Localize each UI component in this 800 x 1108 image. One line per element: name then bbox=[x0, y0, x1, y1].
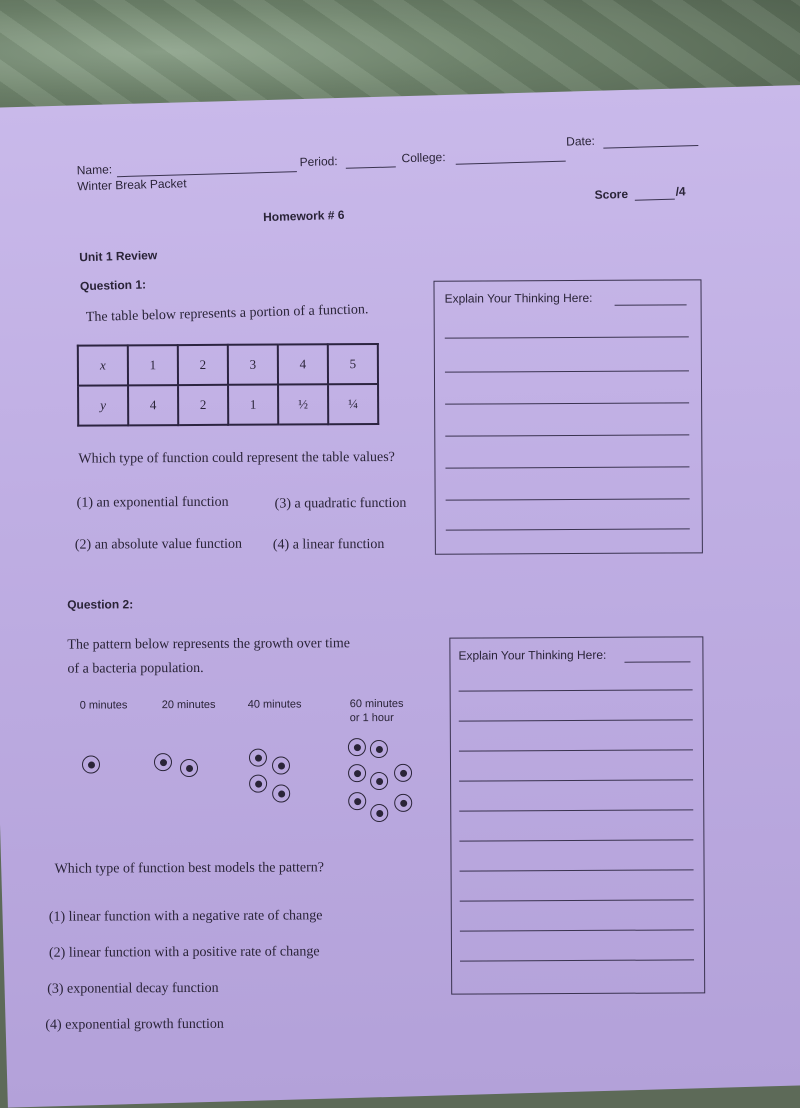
time-label-1hour: or 1 hour bbox=[349, 711, 394, 725]
score-label: Score bbox=[594, 186, 629, 202]
unit-title: Unit 1 Review bbox=[79, 248, 158, 265]
answer-line bbox=[445, 336, 689, 338]
time-label-60: 60 minutes bbox=[349, 697, 404, 711]
bacteria-cell-icon bbox=[394, 794, 412, 812]
time-label-20: 20 minutes bbox=[161, 698, 216, 712]
table-header-x: x bbox=[78, 345, 128, 385]
answer-line bbox=[460, 959, 694, 961]
table-row bbox=[78, 344, 378, 386]
bacteria-cell-icon bbox=[249, 775, 267, 793]
bacteria-cell-icon bbox=[348, 792, 366, 810]
bacteria-cell-icon bbox=[394, 764, 412, 782]
table-cell: 1 bbox=[228, 385, 278, 425]
answer-line bbox=[624, 661, 690, 662]
answer-line bbox=[459, 719, 693, 721]
q1-intro: The table below represents a portion of a function. bbox=[85, 302, 369, 326]
q1-option-4: (4) a linear function bbox=[272, 536, 385, 553]
q1-question: Which type of function could represent the table values? bbox=[78, 449, 395, 467]
bacteria-cell-icon bbox=[348, 764, 366, 782]
q2-title: Question 2: bbox=[67, 597, 134, 612]
homework-title: Homework # 6 bbox=[262, 207, 345, 225]
q1-explain-box[interactable] bbox=[433, 279, 702, 554]
answer-line bbox=[459, 809, 693, 811]
table-cell: 5 bbox=[328, 344, 378, 384]
q1-title: Question 1: bbox=[79, 277, 147, 294]
bacteria-cell-icon bbox=[370, 740, 388, 758]
answer-line bbox=[460, 899, 694, 901]
bacteria-cell-icon bbox=[154, 753, 172, 771]
period-label: Period: bbox=[299, 154, 338, 170]
q1-function-table bbox=[77, 343, 379, 427]
answer-line bbox=[445, 466, 689, 468]
time-label-40: 40 minutes bbox=[247, 698, 302, 711]
score-total: /4 bbox=[675, 184, 686, 199]
bacteria-cell-icon bbox=[249, 749, 267, 767]
table-cell: 1 bbox=[128, 345, 178, 385]
answer-line bbox=[615, 304, 687, 305]
table-cell: 2 bbox=[178, 385, 228, 425]
date-label: Date: bbox=[565, 133, 596, 149]
q1-explain-label: Explain Your Thinking Here: bbox=[444, 290, 593, 306]
table-cell: 2 bbox=[178, 345, 228, 385]
q2-explain-label: Explain Your Thinking Here: bbox=[458, 647, 607, 663]
answer-line bbox=[460, 869, 694, 871]
table-cell: ½ bbox=[278, 384, 328, 424]
q2-intro-line2: of a bacteria population. bbox=[67, 660, 204, 677]
answer-line bbox=[460, 929, 694, 931]
q1-option-3: (3) a quadratic function bbox=[274, 495, 407, 512]
q1-option-1: (1) an exponential function bbox=[76, 494, 229, 511]
answer-line bbox=[459, 749, 693, 751]
table-header-y: y bbox=[78, 385, 128, 425]
time-label-0: 0 minutes bbox=[79, 699, 128, 712]
table-cell: 3 bbox=[228, 345, 278, 385]
bacteria-cell-icon bbox=[180, 759, 198, 777]
q2-option-3: (3) exponential decay function bbox=[47, 980, 219, 997]
bacteria-cell-icon bbox=[348, 738, 366, 756]
table-cell: ¼ bbox=[328, 384, 378, 424]
bacteria-cell-icon bbox=[272, 756, 290, 774]
answer-line bbox=[445, 402, 689, 404]
q2-option-4: (4) exponential growth function bbox=[45, 1016, 224, 1033]
bacteria-cell-icon bbox=[370, 772, 388, 790]
q2-option-2: (2) linear function with a positive rate of change bbox=[48, 944, 320, 961]
bacteria-cell-icon bbox=[272, 784, 290, 802]
q2-question: Which type of function best models the pattern? bbox=[54, 860, 325, 877]
answer-line bbox=[459, 689, 693, 691]
answer-line bbox=[445, 434, 689, 436]
name-label: Name: bbox=[76, 162, 113, 178]
q2-explain-box[interactable] bbox=[449, 636, 705, 994]
answer-line bbox=[445, 370, 689, 372]
table-row bbox=[78, 384, 378, 426]
bacteria-cell-icon bbox=[82, 755, 100, 773]
answer-line bbox=[459, 839, 693, 841]
table-cell: 4 bbox=[128, 385, 178, 425]
bacteria-cell-icon bbox=[370, 804, 388, 822]
college-label: College: bbox=[401, 150, 446, 166]
answer-line bbox=[459, 779, 693, 781]
q2-intro-line1: The pattern below represents the growth over time bbox=[67, 636, 351, 653]
q2-option-1: (1) linear function with a negative rate of change bbox=[48, 908, 323, 925]
packet-title: Winter Break Packet bbox=[77, 176, 187, 194]
answer-line bbox=[446, 498, 690, 500]
table-cell: 4 bbox=[278, 344, 328, 384]
q1-option-2: (2) an absolute value function bbox=[74, 536, 243, 553]
answer-line bbox=[446, 528, 690, 530]
